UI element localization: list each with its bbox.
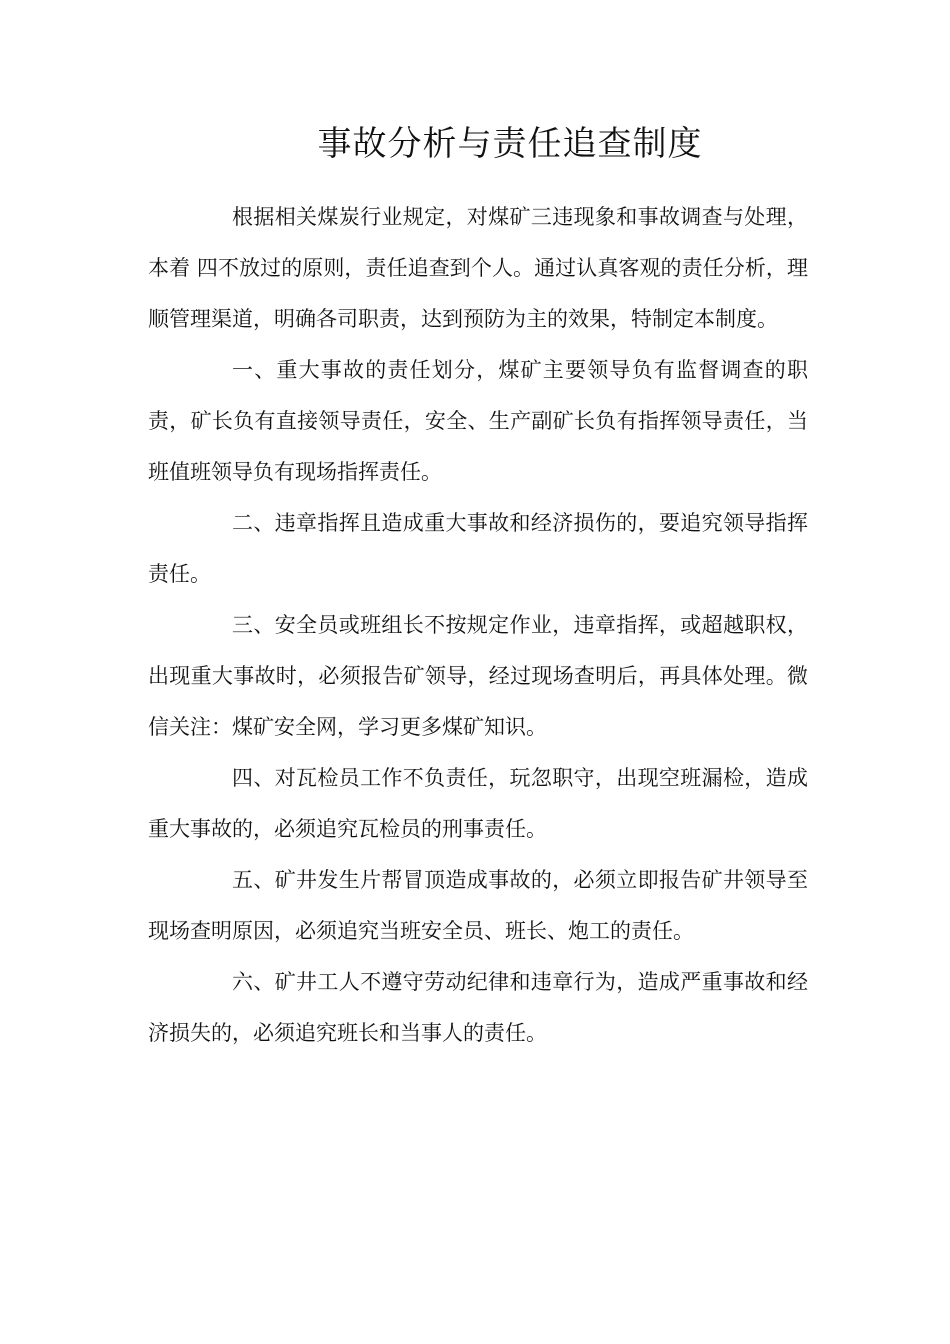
paragraph-clause-2: 二、违章指挥且造成重大事故和经济损伤的，要追究领导指挥责任。: [148, 511, 808, 586]
document-title: 事故分析与责任追查制度: [317, 124, 703, 164]
paragraph-clause-3: 三、安全员或班组长不按规定作业，违章指挥，或超越职权，出现重大事故时，必须报告矿领导，经过现场查明后，再具体处理。微信关注：煤矿安全网，学习更多煤矿知识。: [148, 613, 808, 739]
paragraph-intro: 根据相关煤炭行业规定，对煤矿三违现象和事故调查与处理，本着 四不放过的原则，责任追查到个人。通过认真客观的责任分析，理顺管理渠道，明确各司职责，达到预防为主的效果，特制定本制度。: [148, 205, 808, 331]
paragraph-clause-5: 五、矿井发生片帮冒顶造成事故的，必须立即报告矿井领导至现场查明原因，必须追究当班安全员、班长、炮工的责任。: [148, 868, 808, 943]
paragraph-clause-4: 四、对瓦检员工作不负责任，玩忽职守，出现空班漏检，造成重大事故的，必须追究瓦检员的刑事责任。: [148, 766, 808, 841]
paragraph-clause-6: 六、矿井工人不遵守劳动纪律和违章行为，造成严重事故和经济损失的，必须追究班长和当事人的责任。: [148, 970, 808, 1045]
document-body: [148, 192, 808, 1059]
title-container: [0, 118, 950, 170]
paragraph-clause-1: 一、重大事故的责任划分，煤矿主要领导负有监督调查的职责，矿长负有直接领导责任，安全、生产副矿长负有指挥领导责任，当班值班领导负有现场指挥责任。: [148, 358, 808, 484]
